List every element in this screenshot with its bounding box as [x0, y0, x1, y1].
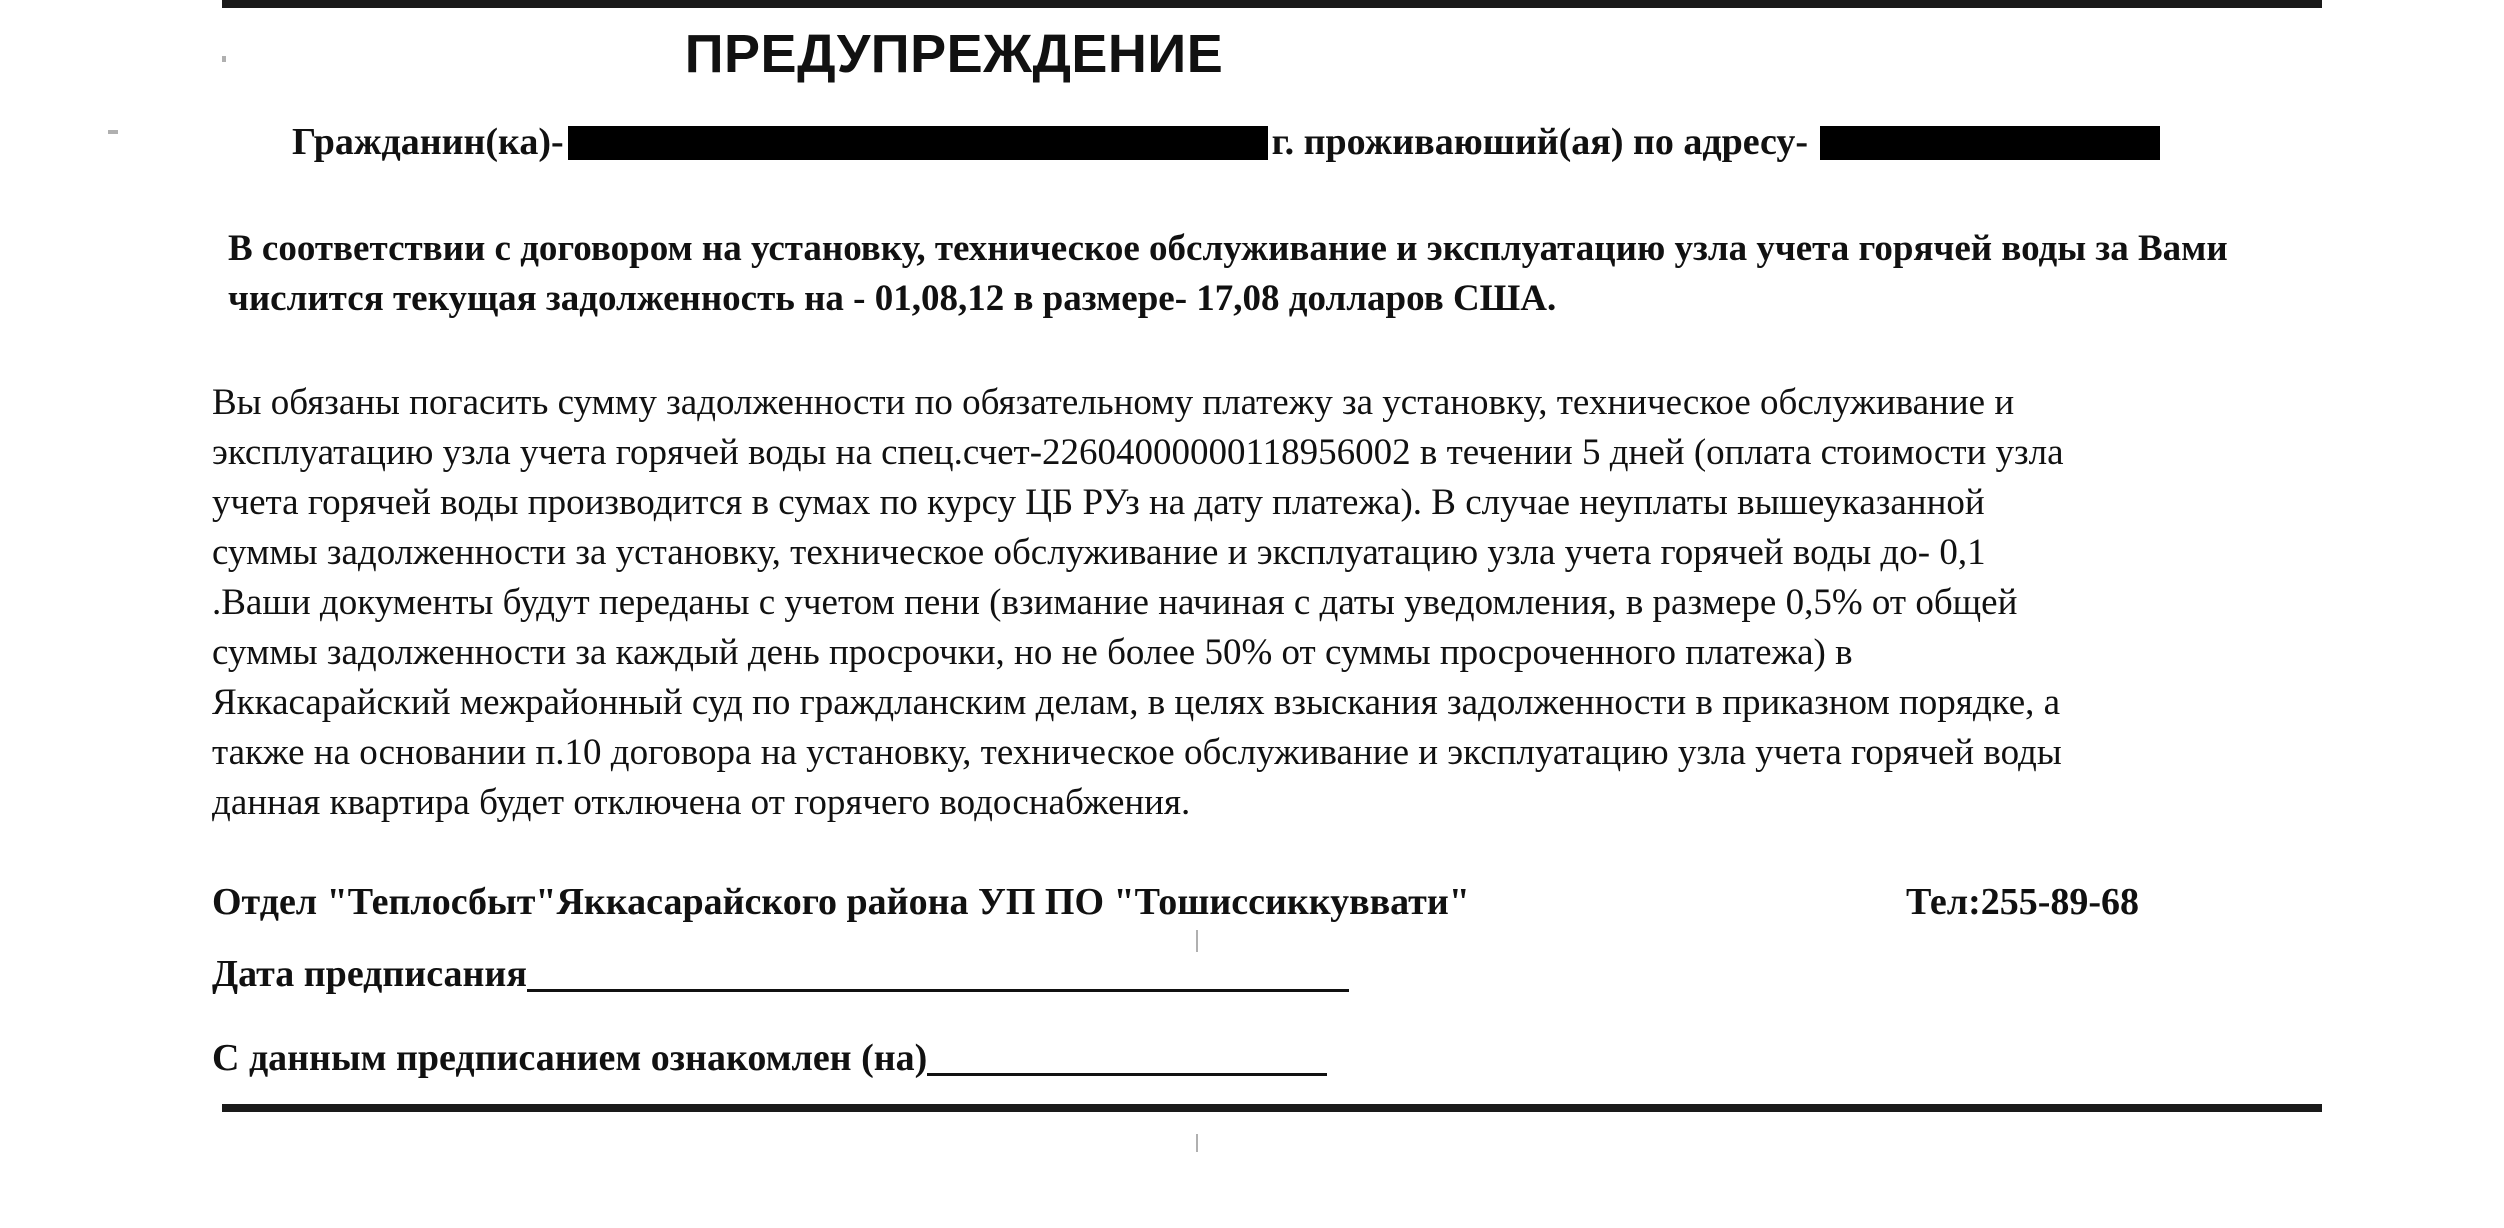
- top-rule: [222, 0, 2322, 8]
- acknowledgement-blank-line: [927, 1035, 1327, 1076]
- date-blank-line: [527, 951, 1349, 992]
- date-field-row: [212, 950, 1349, 998]
- body-paragraph: [212, 378, 2332, 828]
- department-name: Отдел "Теплосбыт"Яккасарайского района УП ПО "Тошиссиккуввати": [212, 881, 1470, 923]
- redacted-name-block: [568, 126, 1268, 160]
- bottom-rule: [222, 1104, 2322, 1112]
- body-line: .Ваши документы будут переданы с учетом пени (взимание начиная с даты уведомления, в размере 0,5% от общей: [212, 582, 2018, 623]
- scan-speck: [222, 56, 226, 62]
- body-line: Вы обязаны погасить сумму задолженности по обязательному платежу за установку, техническое обслуживание и: [212, 382, 2015, 423]
- phone-number: Тел:255-89-68: [1906, 881, 2140, 923]
- citizen-line: [292, 118, 2160, 166]
- acknowledgement-label: С данным предписанием ознакомлен (на): [212, 1037, 928, 1079]
- acknowledgement-row: [212, 1034, 1327, 1082]
- scan-speck: [1196, 1134, 1198, 1152]
- body-line: суммы задолженности за каждый день просрочки, но не более 50% от суммы просроченного платежа) в: [212, 632, 1853, 673]
- debt-notice: В соответствии с договором на установку, техническое обслуживание и эксплуатацию узла учета горячей воды за Вами числится текущая задолженность на - 01,08,12 в размере- 17,08 долларов США.: [228, 228, 2228, 319]
- document-title: ПРЕДУПРЕЖДЕНИЕ: [684, 24, 1224, 84]
- body-line: Яккасарайский межрайонный суд по граждланским делам, в целях взыскания задолженности в приказном порядке, а: [212, 682, 2061, 723]
- citizen-year-suffix: г. проживаюший(ая) по адресу-: [1271, 121, 1809, 163]
- scan-speck: [1196, 930, 1198, 952]
- body-line: учета горячей воды производится в сумах по курсу ЦБ РУз на дату платежа). В случае неуплаты вышеуказанной: [212, 482, 1985, 523]
- citizen-prefix: Гражданин(ка)-: [292, 121, 564, 163]
- body-line: эксплуатацию узла учета горячей воды на спец.счет-22604000000118956002 в течении 5 дней (оплата стоимости узла: [212, 432, 2064, 473]
- redacted-address-block: [1820, 126, 2160, 160]
- date-label: Дата предписания: [212, 953, 527, 995]
- body-line: суммы задолженности за установку, техническое обслуживание и эксплуатацию узла учета горячей воды до- 0,1: [212, 532, 1986, 573]
- body-line: данная квартира будет отключена от горячего водоснабжения.: [212, 782, 1191, 823]
- scan-speck: [108, 130, 118, 134]
- body-line: также на основании п.10 договора на установку, техническое обслуживание и эксплуатацию узла учета горячей воды: [212, 732, 2062, 773]
